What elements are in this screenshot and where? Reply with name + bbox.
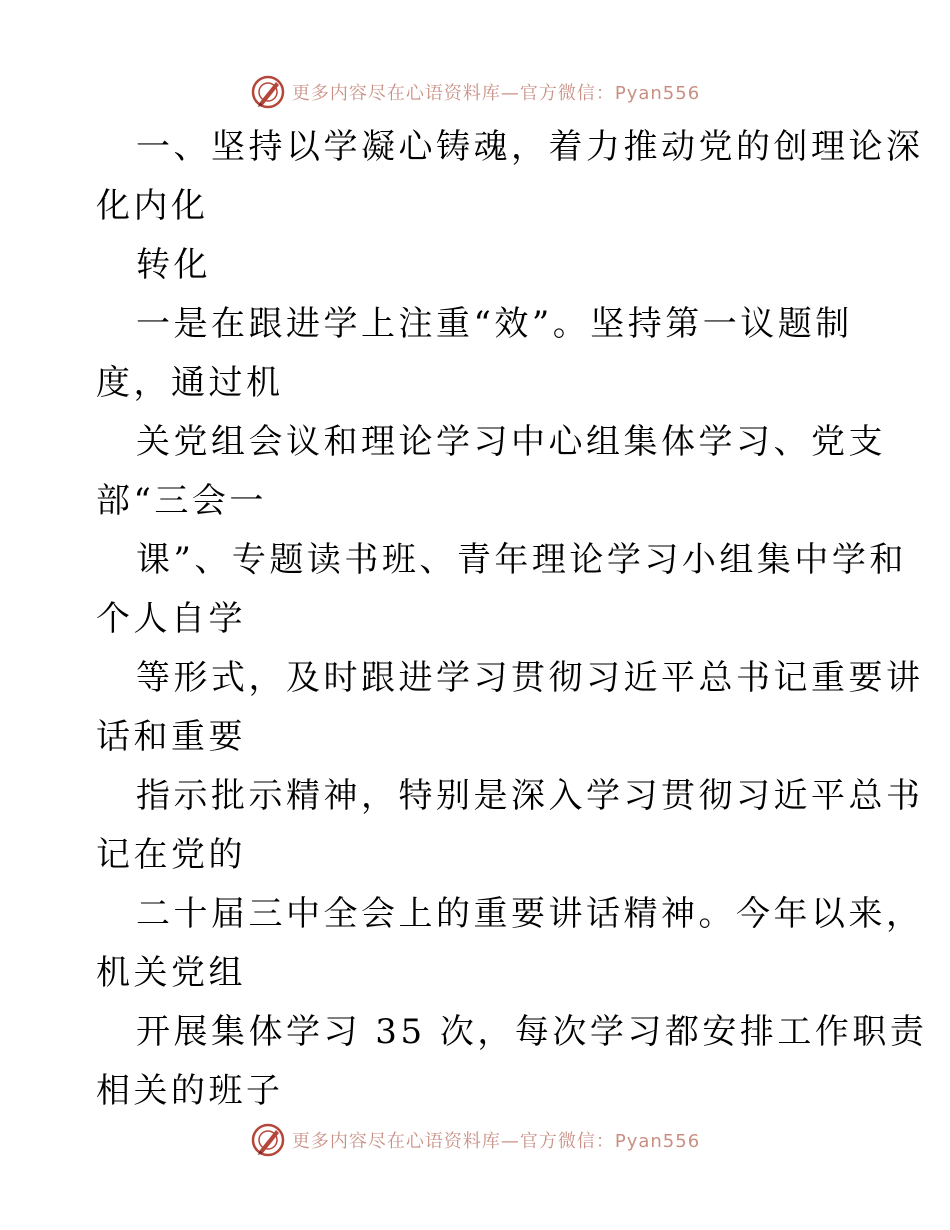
text-line: 个人自学 (96, 599, 246, 639)
text-line: 指示批示精神，特别是深入学习贯彻习近平总书 (136, 776, 924, 816)
text-line: 一是在跟进学上注重“效”。坚持第一议题制 (136, 304, 853, 344)
pen-logo-icon (250, 74, 286, 110)
footer-banner-text: 更多内容尽在心语资料库—官方微信：Pyan556 (291, 1131, 701, 1152)
text-line: 二十届三中全会上的重要讲话精神。今年以来， (136, 894, 924, 934)
text-line: 开展集体学习 35 次，每次学习都安排工作职责 (136, 1012, 928, 1052)
text-line: 转化 (136, 245, 211, 285)
text-line: 课”、专题读书班、青年理论学习小组集中学和 (136, 540, 907, 580)
text-line: 度，通过机 (96, 363, 284, 403)
pen-logo-icon (250, 1122, 286, 1158)
header-banner (0, 72, 950, 112)
text-line: 化内化 (96, 186, 209, 226)
footer-banner (0, 1120, 950, 1160)
text-line: 记在党的 (96, 835, 246, 875)
text-line: 话和重要 (96, 717, 246, 757)
text-line: 一、坚持以学凝心铸魂，着力推动党的创理论深 (136, 127, 924, 167)
text-line: 关党组会议和理论学习中心组集体学习、党支 (136, 422, 886, 462)
text-line: 部“三会一 (96, 481, 267, 521)
text-line: 等形式，及时跟进学习贯彻习近平总书记重要讲 (136, 658, 924, 698)
text-line: 机关党组 (96, 953, 246, 993)
header-banner-text: 更多内容尽在心语资料库—官方微信：Pyan556 (291, 83, 701, 104)
document-body (96, 118, 928, 1121)
text-line: 相关的班子 (96, 1071, 284, 1111)
